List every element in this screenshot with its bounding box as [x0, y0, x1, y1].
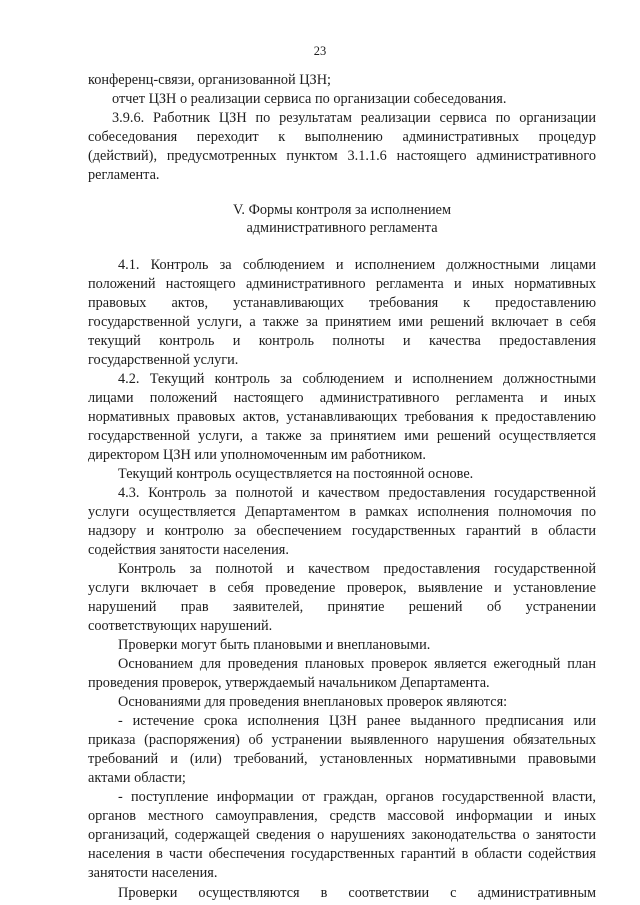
text-line: актами области;: [88, 770, 186, 786]
text-line: конференц-связи, организованной ЦЗН;: [88, 72, 332, 88]
text-line: (действий), предусмотренных пунктом 3.1.1.6 настоящего административного: [88, 148, 596, 164]
text-line: Текущий контроль осуществляется на постоянной основе.: [118, 466, 474, 482]
text-line: государственной услуги, а также за принятием ими решений осуществляется: [88, 428, 596, 444]
text-line: занятости населения.: [88, 865, 218, 881]
text-line: правовых актов, устанавливающих требования к предоставлению: [88, 295, 596, 311]
text-line: органов местного самоуправления, средств массовой информации и иных: [88, 808, 596, 824]
text-line: 4.2. Текущий контроль за соблюдением и исполнением должностными: [118, 371, 596, 387]
text-line: текущий контроль и контроль полноты и качества предоставления: [88, 333, 596, 349]
text-line: проведения проверок, утверждаемый начальником Департамента.: [88, 675, 490, 691]
text-line: нарушений прав заявителей, принятие решений об устранении: [88, 599, 596, 615]
text-line: отчет ЦЗН о реализации сервиса по организации собеседования.: [112, 91, 507, 107]
text-line: 4.3. Контроль за полнотой и качеством предоставления государственной: [118, 485, 596, 501]
text-line: государственной услуги, а также за принятием ими решений включает в себя: [88, 314, 596, 330]
text-line: 4.1. Контроль за соблюдением и исполнением должностными лицами: [118, 257, 596, 273]
text-line: Основаниями для проведения внеплановых проверок являются:: [118, 694, 508, 710]
page-number: 23: [313, 44, 327, 58]
text-line: приказа (распоряжения) об устранении выявленного нарушения обязательных: [88, 732, 596, 748]
text-line: соответствующих нарушений.: [88, 618, 273, 634]
text-line: Основанием для проведения плановых проверок является ежегодный план: [118, 656, 596, 672]
text-line: услуги осуществляется Департаментом в рамках исполнения полномочия по: [88, 504, 596, 520]
text-line: содействия занятости населения.: [88, 542, 289, 558]
text-line: организаций, содержащей сведения о нарушениях законодательства о занятости: [88, 827, 596, 843]
text-line: регламента.: [88, 167, 160, 183]
text-line: положений настоящего административного регламента и иных нормативных: [88, 276, 596, 292]
text-line: лицами положений настоящего административного регламента и иных: [88, 390, 596, 406]
text-line: собеседования переходит к выполнению административных процедур: [88, 129, 596, 145]
text-line: нормативных правовых актов, устанавливающих требования к предоставлению: [88, 409, 596, 425]
text-line: 3.9.6. Работник ЦЗН по результатам реализации сервиса по организации: [112, 110, 596, 126]
text-line: - истечение срока исполнения ЦЗН ранее выданного предписания или: [118, 713, 596, 729]
text-line: требований и (или) требований, установленных нормативными правовыми: [88, 751, 596, 767]
text-line: государственной услуги.: [88, 352, 239, 368]
text-line: населения в части обеспечения государственных гарантий в области содействия: [88, 846, 596, 862]
section-heading: V. Формы контроля за исполнением: [232, 202, 452, 218]
section-heading: административного регламента: [246, 220, 438, 236]
text-line: Проверки могут быть плановыми и внеплановыми.: [118, 637, 431, 653]
text-line: директором ЦЗН или уполномоченным им работником.: [88, 447, 427, 463]
text-line: - поступление информации от граждан, органов государственной власти,: [118, 789, 596, 805]
text-line: Проверки осуществляются в соответствии с административным: [118, 885, 596, 901]
text-line: надзору и контролю за обеспечением государственных гарантий в области: [88, 523, 596, 539]
text-line: услуги включает в себя проведение проверок, выявление и установление: [88, 580, 596, 596]
text-line: Контроль за полнотой и качеством предоставления государственной: [118, 561, 596, 577]
